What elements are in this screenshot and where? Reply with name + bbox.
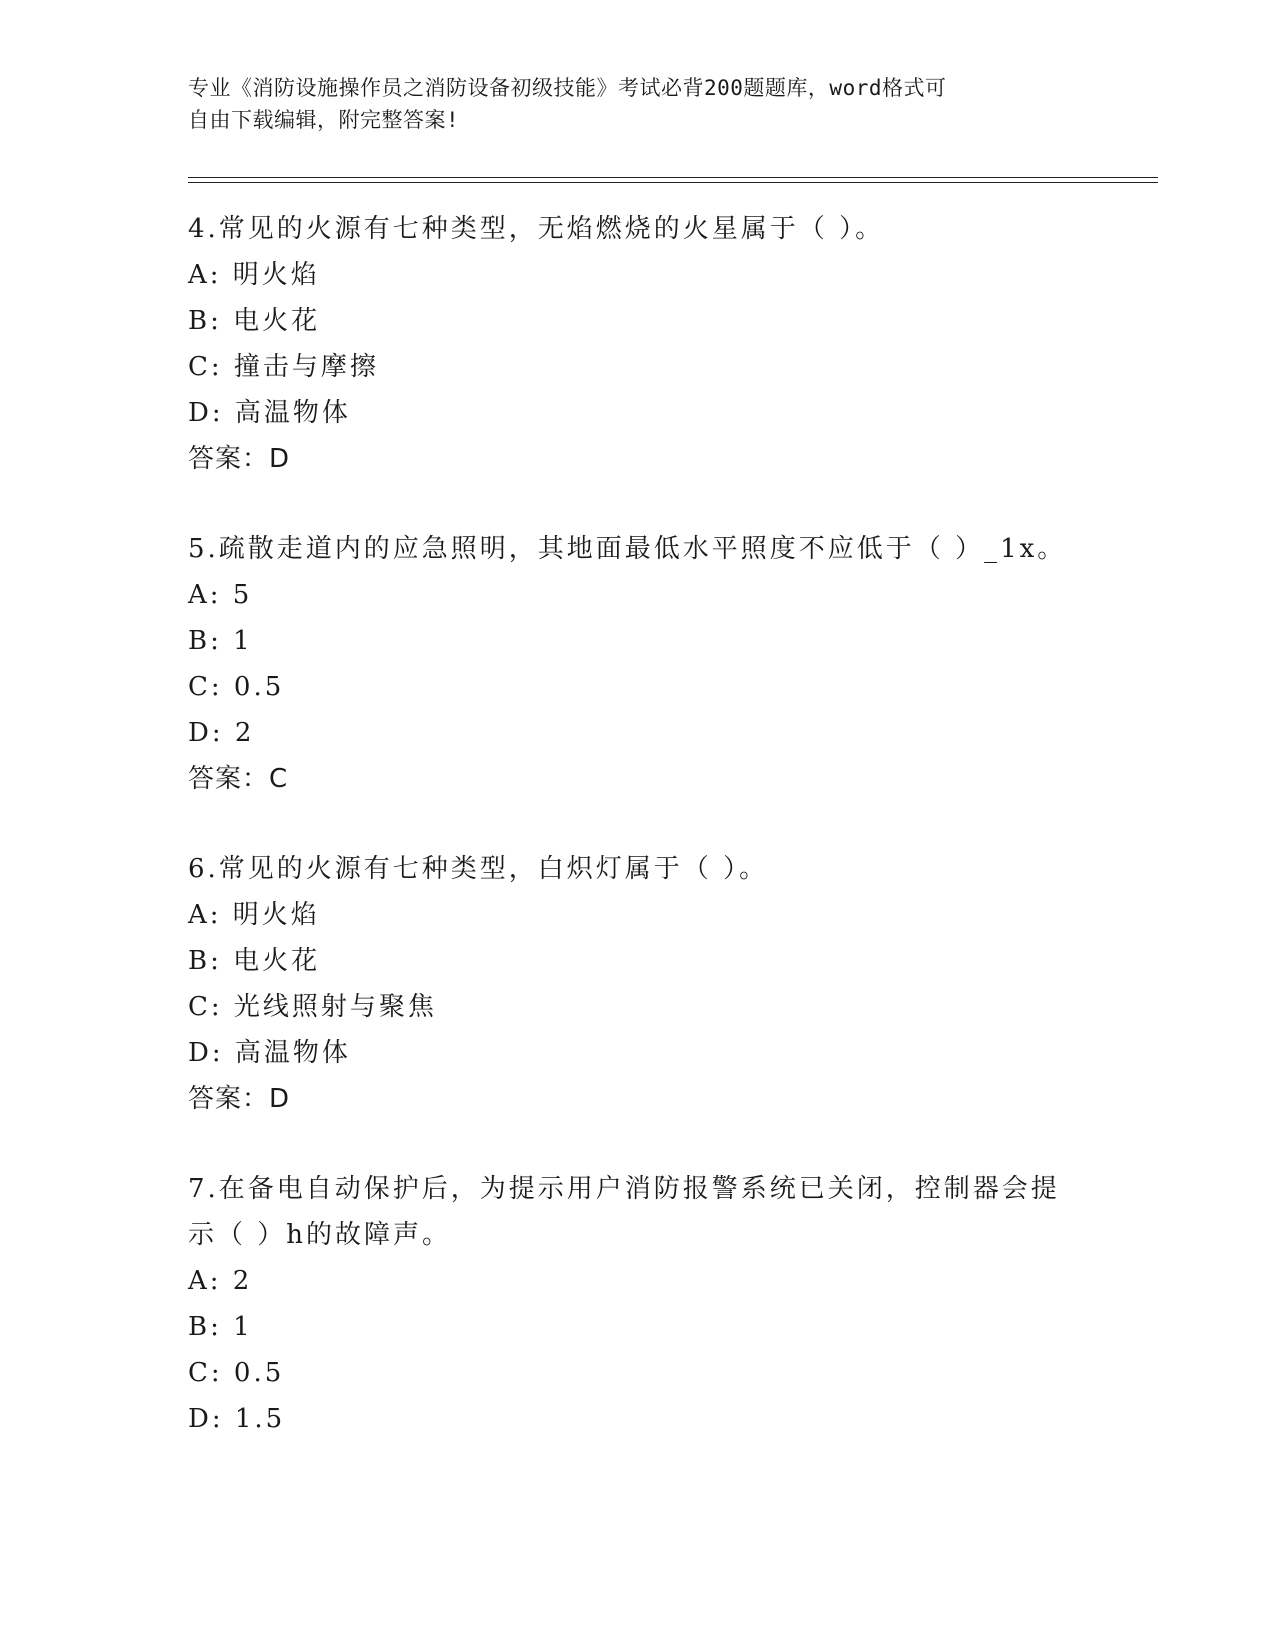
option-b: B: 电火花 [188,946,321,976]
question-stem: 4.常见的火源有七种类型，无焰燃烧的火星属于（ ）。 [188,214,885,244]
answer: 答案：D [188,1084,291,1114]
option-c: C: 撞击与摩擦 [188,352,379,382]
option-d: D: 高温物体 [188,398,351,428]
option-a: A: 明火焰 [188,260,320,290]
question-4 [188,206,1068,482]
option-a: A: 2 [188,1266,253,1296]
question-7 [188,1166,1068,1442]
option-c: C: 0.5 [188,1358,285,1388]
option-d: D: 2 [188,718,255,748]
answer: 答案：D [188,444,291,474]
question-stem-line-2: 示（ ）h的故障声。 [188,1220,452,1250]
option-a: A: 5 [188,580,253,610]
option-b: B: 1 [188,1312,253,1342]
option-d: D: 高温物体 [188,1038,351,1068]
option-d: D: 1.5 [188,1404,286,1434]
question-stem: 6.常见的火源有七种类型，白炽灯属于（ ）。 [188,854,769,884]
document-header [188,72,1068,136]
option-b: B: 1 [188,626,253,656]
header-line-1: 专业《消防设施操作员之消防设备初级技能》考试必背200题题库，word格式可 [188,76,947,100]
header-rule-bottom [188,182,1158,183]
header-line-2: 自由下载编辑，附完整答案! [188,108,460,132]
question-stem: 5.疏散走道内的应急照明，其地面最低水平照度不应低于（ ）_1x。 [188,534,1067,564]
option-a: A: 明火焰 [188,900,320,930]
question-stem-line-1: 7.在备电自动保护后，为提示用户消防报警系统已关闭，控制器会提 [188,1174,1060,1204]
question-5 [188,526,1068,802]
header-rule-top [188,177,1158,178]
answer: 答案：C [188,764,289,794]
option-b: B: 电火花 [188,306,321,336]
question-6 [188,846,1068,1122]
option-c: C: 光线照射与聚焦 [188,992,437,1022]
option-c: C: 0.5 [188,672,285,702]
